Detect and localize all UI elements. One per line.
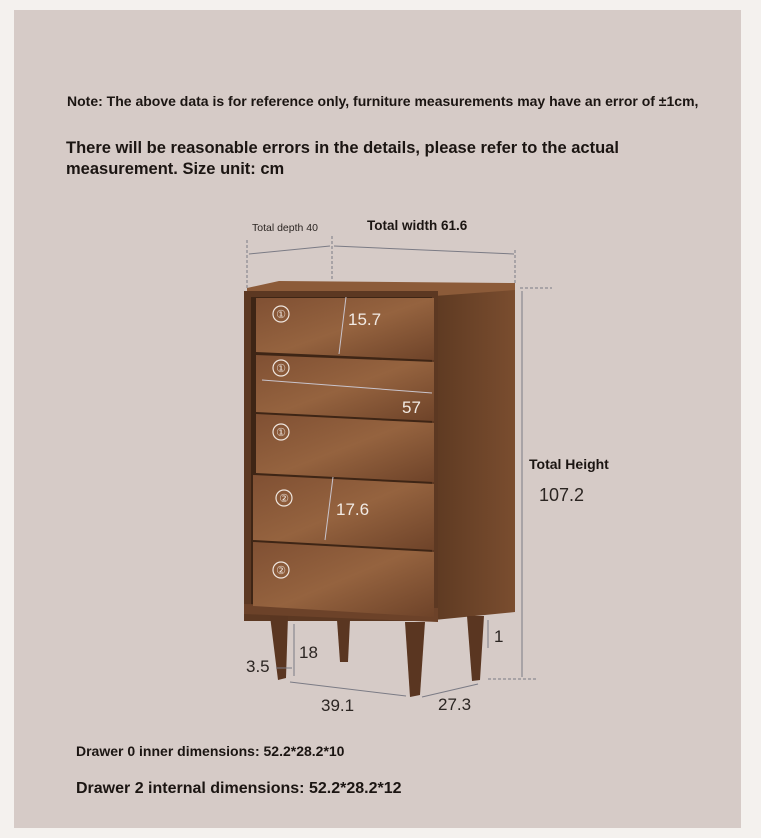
leg-front-left: [270, 616, 288, 680]
error-note: There will be reasonable errors in the details, please refer to the actual measurement. Size unit: cm: [66, 139, 619, 178]
drawer-marker-3-text: ①: [276, 427, 286, 439]
width-line: [334, 246, 514, 254]
drawer-marker-1-text: ①: [276, 309, 286, 321]
drawer-marker-5-text: ②: [276, 565, 286, 577]
total-width-label: Total width 61.6: [367, 218, 468, 233]
leg-span-side-label: 27.3: [438, 695, 472, 714]
drawer-height-large-label: 17.6: [336, 500, 370, 519]
drawer-height-small-label: 15.7: [348, 310, 382, 329]
leg-back-right: [467, 616, 484, 681]
total-depth-label: Total depth 40: [252, 222, 318, 234]
disclaimer-note: Note: The above data is for reference only, furniture measurements may have an error of ±1cm,: [67, 93, 699, 109]
leg-span-front-label: 39.1: [321, 696, 355, 715]
drawer0-inner-dimensions: Drawer 0 inner dimensions: 52.2*28.2*10: [76, 743, 345, 759]
drawer-marker-2-text: ①: [276, 363, 286, 375]
drawer-5: [253, 542, 434, 617]
leg-offset-label: 1: [494, 627, 504, 646]
dresser-side-panel: [434, 290, 515, 620]
leg-width-label: 3.5: [246, 657, 270, 676]
drawer-marker-4-text: ②: [279, 493, 289, 505]
leg-back-left: [337, 620, 350, 662]
depth-line: [249, 246, 330, 254]
total-height-label: Total Height: [529, 456, 609, 472]
total-height-value: 107.2: [539, 485, 585, 505]
dresser: [244, 281, 515, 697]
drawer2-internal-dimensions: Drawer 2 internal dimensions: 52.2*28.2*12: [76, 780, 402, 797]
leg-height-label: 18: [299, 643, 318, 662]
drawer-width-label: 57: [402, 398, 421, 417]
span-front-line: [290, 682, 406, 696]
leg-front-right: [405, 622, 425, 697]
